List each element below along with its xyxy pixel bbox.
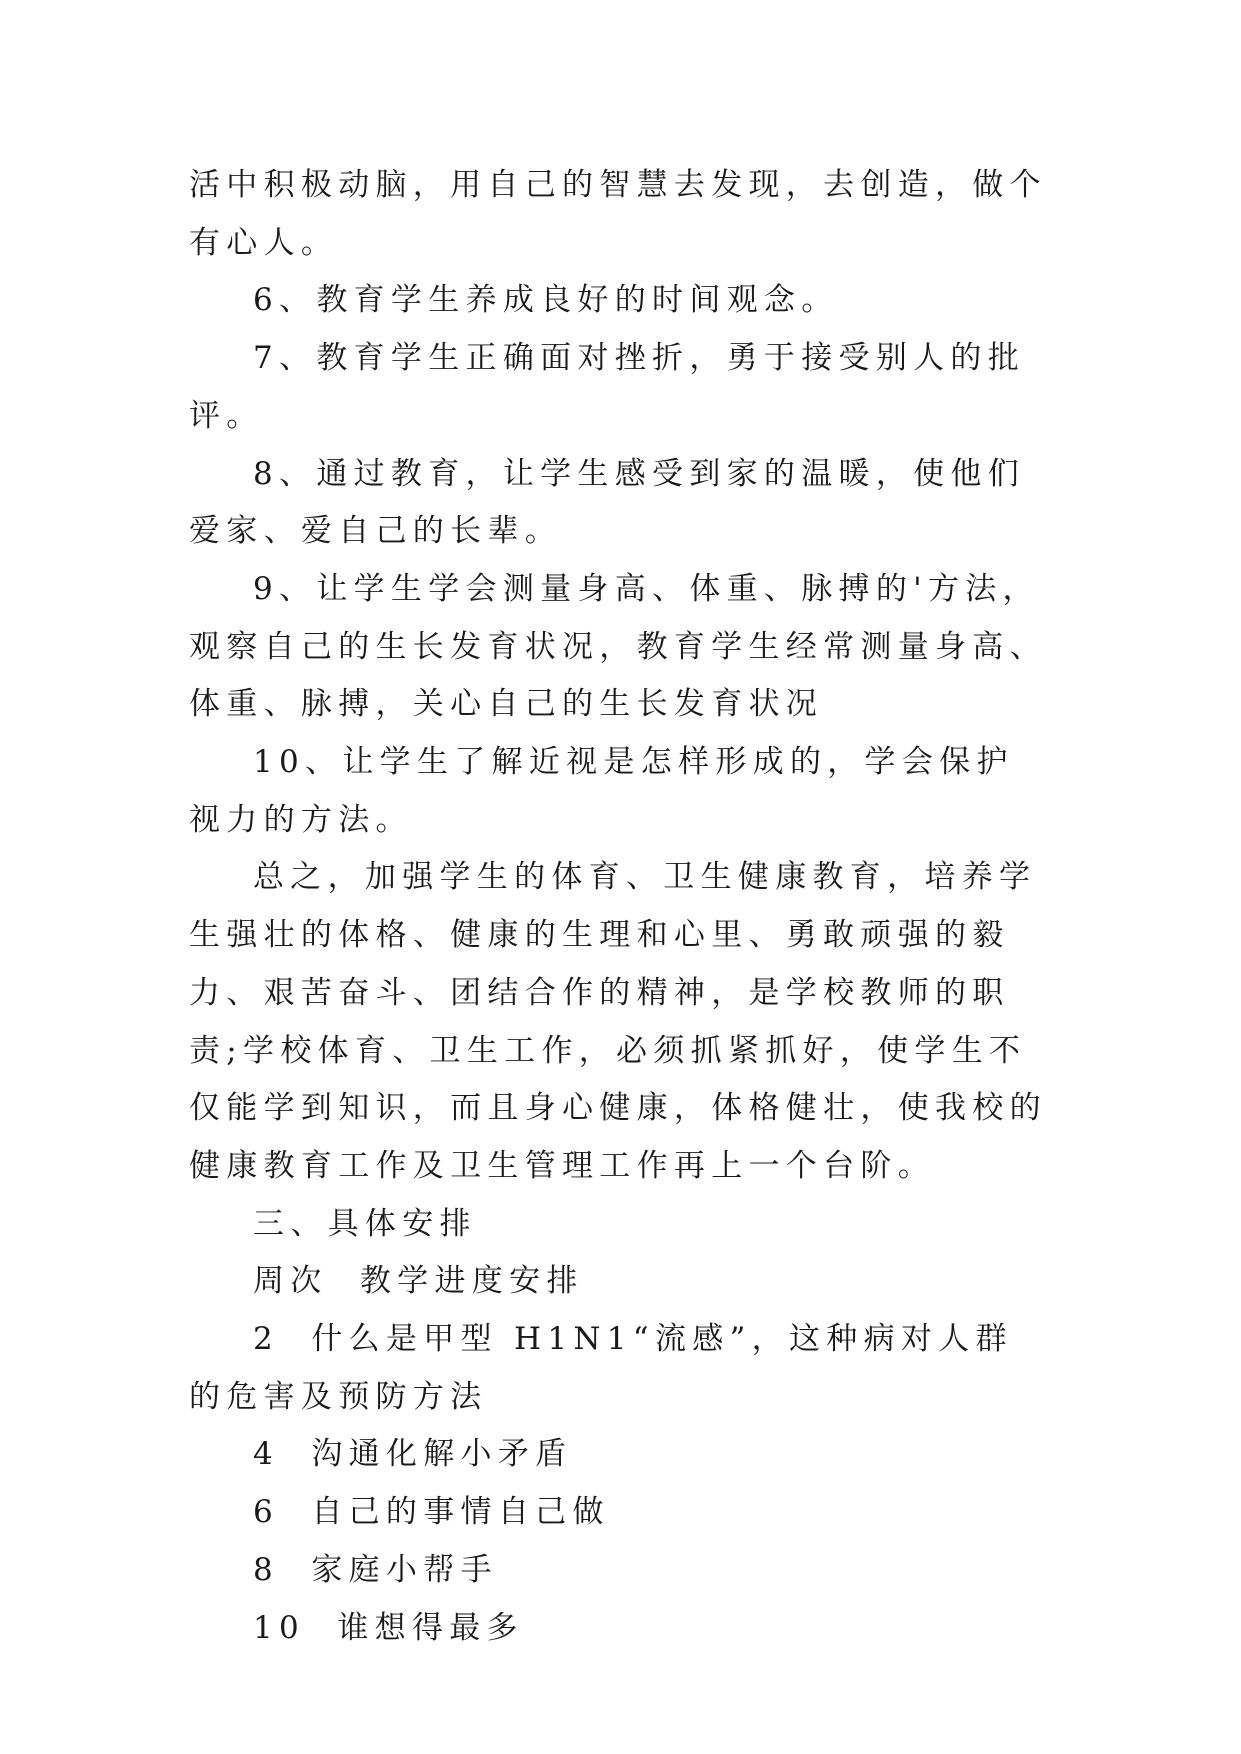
schedule-row: 2 什么是甲型 H1N1“流感”，这种病对人群的危害及预防方法	[189, 1321, 1013, 1415]
schedule-header: 周次 教学进度安排	[253, 1263, 584, 1300]
section-heading: 三、具体安排	[253, 1205, 477, 1242]
document-body	[189, 157, 1049, 1657]
list-item-7: 7、教育学生正确面对挫折，勇于接受别人的批评。	[189, 340, 1026, 434]
list-item-6: 6、教育学生养成良好的时间观念。	[253, 282, 839, 319]
list-item-10: 10、让学生了解近视是怎样形成的，学会保护视力的方法。	[189, 744, 1014, 838]
paragraph: 活中积极动脑，用自己的智慧去发现，去创造，做个有心人。	[189, 167, 1047, 261]
schedule-row: 8 家庭小帮手	[253, 1551, 498, 1588]
schedule-row: 4 沟通化解小矛盾	[253, 1436, 573, 1473]
list-item-9: 9、让学生学会测量身高、体重、脉搏的'方法，观察自己的生长发育状况，教育学生经常测量身高、体重、脉搏，关心自己的生长发育状况	[189, 570, 1047, 723]
schedule-row: 10 谁想得最多	[253, 1609, 524, 1646]
schedule-row: 6 自己的事情自己做	[253, 1494, 610, 1531]
list-item-8: 8、通过教育，让学生感受到家的温暖，使他们爱家、爱自己的长辈。	[189, 455, 1026, 550]
summary-paragraph: 总之，加强学生的体育、卫生健康教育，培养学生强壮的体格、健康的生理和心里、勇敢顽强的毅力、艰苦奋斗、团结合作的精神，是学校教师的职责;学校体育、卫生工作，必须抓紧抓好，使学生不仅能学到知识，而且身心健康，体格健壮，使我校的健康教育工作及卫生管理工作再上一个台阶。	[189, 859, 1047, 1184]
